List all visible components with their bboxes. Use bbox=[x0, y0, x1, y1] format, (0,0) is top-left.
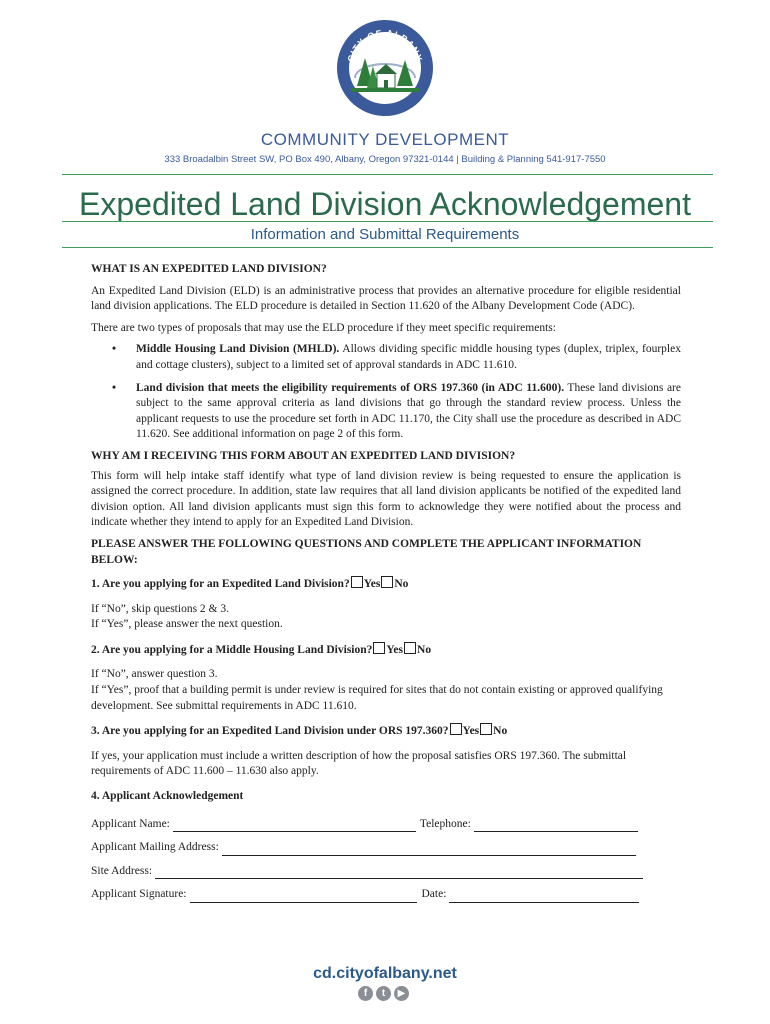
twitter-icon[interactable]: t bbox=[376, 986, 391, 1001]
mailing-address-label: Applicant Mailing Address: bbox=[91, 841, 219, 854]
mailing-address-row bbox=[91, 840, 681, 856]
why-receiving-text: This form will help intake staff identify what type of land division review is being requested to ensure the application is assigned the correct procedure. In addition, state law requires that all land division applicants be notified of the expedited land division option. All land division applicants must sign this form to acknowledge they were notified about the process and indicate whether they intend to apply for an Expedited Land Division. bbox=[91, 469, 681, 529]
list-item bbox=[112, 381, 681, 443]
question-label: 1. Are you applying for an Expedited Land Division? bbox=[91, 578, 350, 591]
acknowledgement-heading: 4. Applicant Acknowledgement bbox=[91, 790, 244, 803]
social-icons bbox=[358, 986, 409, 1001]
bullet-icon: • bbox=[112, 381, 117, 394]
no-label: No bbox=[417, 643, 432, 656]
yes-label: Yes bbox=[363, 578, 381, 591]
youtube-icon[interactable]: ▶ bbox=[394, 986, 409, 1001]
header-divider bbox=[62, 174, 713, 175]
section-heading-why-receiving: WHY AM I RECEIVING THIS FORM ABOUT AN EXPEDITED LAND DIVISION? bbox=[91, 449, 516, 462]
yes-checkbox[interactable] bbox=[450, 723, 462, 735]
applicant-name-field[interactable] bbox=[173, 819, 416, 832]
telephone-label: Telephone: bbox=[419, 817, 471, 830]
section-heading-instructions: PLEASE ANSWER THE FOLLOWING QUESTIONS AND COMPLETE THE APPLICANT INFORMATION BELOW: bbox=[91, 537, 642, 566]
site-address-row bbox=[91, 864, 681, 880]
logo-text-bottom: OREGON bbox=[368, 92, 402, 103]
eld-description: An Expedited Land Division (ELD) is an administrative process that provides an alternative procedure for eligible residential land division applications. The ELD procedure is detailed in Section 11.620 of the Albany Development Code (ADC). bbox=[91, 284, 681, 313]
date-label: Date: bbox=[421, 888, 447, 901]
question-2-note: If “Yes”, proof that a building permit is under review is required for sites that do not contain existing or approved qualifying development. See submittal requirements in ADC 11.610. bbox=[91, 684, 663, 712]
no-label: No bbox=[493, 725, 508, 738]
question-1-note: If “No”, skip questions 2 & 3. bbox=[91, 602, 229, 615]
department-name: COMMUNITY DEVELOPMENT bbox=[260, 130, 510, 149]
question-1 bbox=[91, 576, 681, 593]
question-1-note: If “Yes”, please answer the next question. bbox=[91, 618, 283, 631]
document-body bbox=[91, 262, 681, 903]
yes-checkbox[interactable] bbox=[351, 576, 363, 588]
department-address: 333 Broadalbin Street SW, PO Box 490, Albany, Oregon 97321-0144 | Building & Planning 541-917-7550 bbox=[164, 154, 606, 165]
applicant-name-label: Applicant Name: bbox=[91, 817, 170, 830]
applicant-form bbox=[91, 817, 681, 903]
no-checkbox[interactable] bbox=[381, 576, 393, 588]
question-3-note: If yes, your application must include a written description of how the proposal satisfies ORS 197.360. The submittal requirements of ADC 11.600 – 11.630 also apply. bbox=[91, 749, 627, 778]
footer-website-link[interactable]: cd.cityofalbany.net bbox=[313, 965, 457, 982]
signature-field[interactable] bbox=[190, 890, 417, 903]
signature-row bbox=[91, 887, 681, 903]
section-heading-what-is-eld: WHAT IS AN EXPEDITED LAND DIVISION? bbox=[91, 263, 327, 275]
question-label: 3. Are you applying for an Expedited Land Division under ORS 197.360? bbox=[91, 725, 449, 738]
facebook-icon[interactable]: f bbox=[358, 986, 373, 1001]
telephone-field[interactable] bbox=[474, 819, 638, 832]
subtitle-divider bbox=[62, 247, 713, 248]
no-checkbox[interactable] bbox=[480, 723, 492, 735]
question-2-note: If “No”, answer question 3. bbox=[91, 668, 218, 681]
site-address-label: Site Address: bbox=[91, 864, 153, 877]
bullet-title: Middle Housing Land Division (MHLD). bbox=[136, 343, 340, 356]
question-label: 2. Are you applying for a Middle Housing Land Division? bbox=[91, 643, 373, 656]
bullet-text: Allows dividing specific middle housing types (duplex, triplex, fourplex and cottage clusters), subject to a limited set of approval standards in ADC 11.610. bbox=[136, 343, 681, 371]
title-divider bbox=[62, 221, 713, 222]
question-3 bbox=[91, 723, 681, 740]
bullet-text: These land divisions are subject to the same approval criteria as land divisions that go through the standard review process. Unless the applicant requests to use the procedure set forth in ADC 11.170, the City shall use the procedure as described in ADC 11.620. See additional information on page 2 of this form. bbox=[136, 381, 681, 441]
logo-text-top: CITY OF ALBANY bbox=[345, 27, 425, 63]
yes-label: Yes bbox=[462, 725, 480, 738]
no-label: No bbox=[394, 578, 409, 591]
yes-label: Yes bbox=[386, 643, 404, 656]
eld-types-intro: There are two types of proposals that may use the ELD procedure if they meet specific requirements: bbox=[91, 321, 556, 334]
bullet-title: Land division that meets the eligibility requirements of ORS 197.360 (in ADC 11.600). bbox=[136, 381, 565, 394]
signature-label: Applicant Signature: bbox=[91, 888, 187, 901]
question-2 bbox=[91, 642, 681, 659]
list-item bbox=[112, 342, 681, 373]
yes-checkbox[interactable] bbox=[373, 642, 385, 654]
date-field[interactable] bbox=[449, 890, 639, 903]
site-address-field[interactable] bbox=[155, 866, 643, 879]
city-of-albany-seal-logo bbox=[335, 18, 435, 118]
bullet-icon: • bbox=[112, 343, 117, 356]
no-checkbox[interactable] bbox=[404, 642, 416, 654]
document-title: Expedited Land Division Acknowledgement bbox=[79, 186, 691, 222]
applicant-name-row bbox=[91, 817, 681, 833]
document-subtitle: Information and Submittal Requirements bbox=[250, 226, 520, 243]
mailing-address-field[interactable] bbox=[222, 843, 636, 856]
eld-types-list bbox=[91, 342, 681, 443]
